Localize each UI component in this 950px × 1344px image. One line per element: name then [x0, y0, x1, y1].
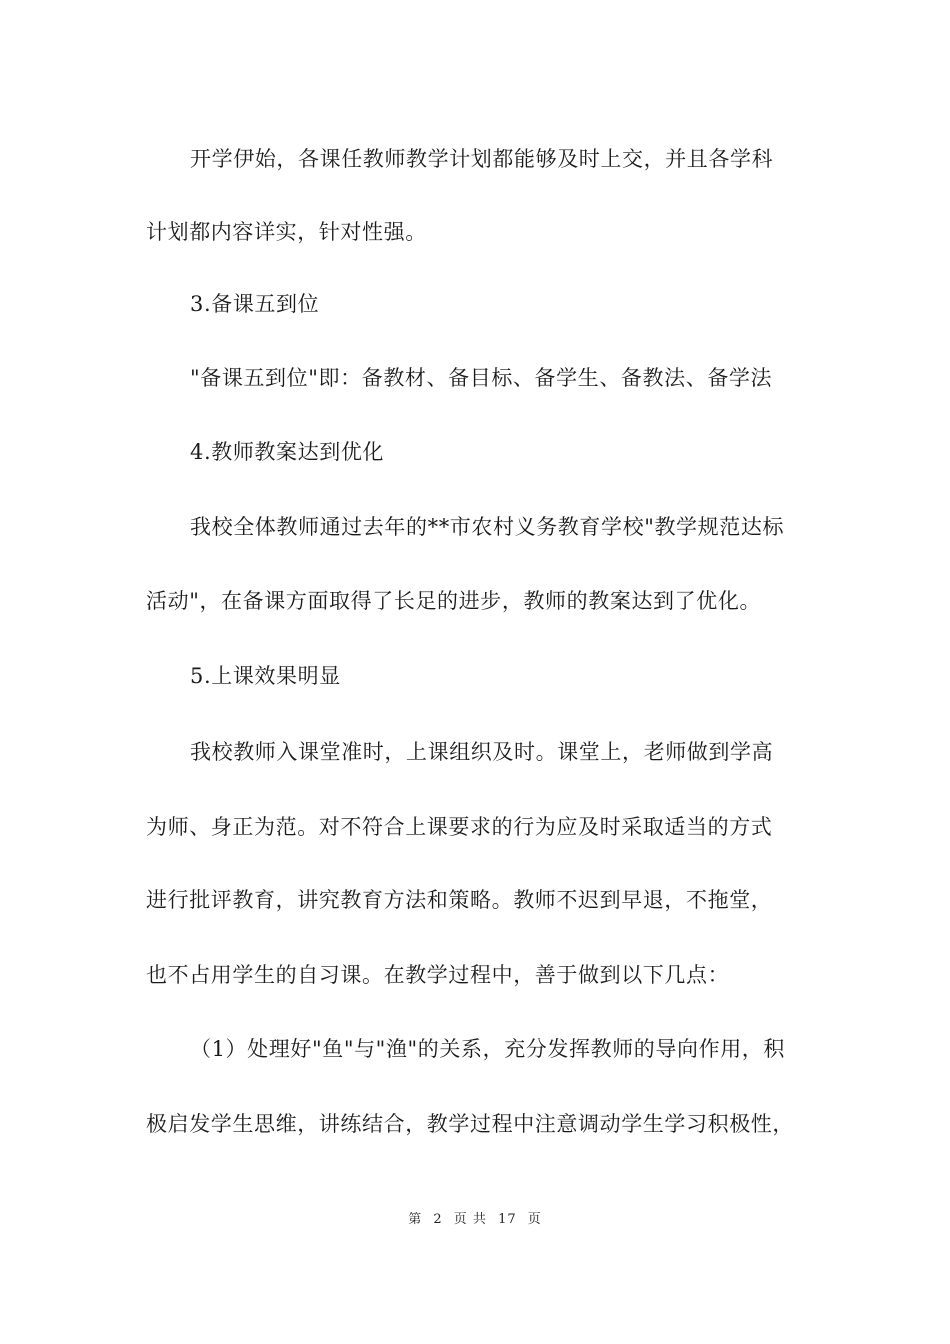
paragraph-line: 我校全体教师通过去年的**市农村义务教育学校"教学规范达标 — [190, 515, 785, 539]
footer-middle: 页 共 — [453, 1212, 487, 1227]
paragraph-line: 进行批评教育，讲究教育方法和策略。教师不迟到早退，不拖堂， — [146, 888, 773, 912]
paragraph-line: 也不占用学生的自习课。在教学过程中，善于做到以下几点： — [146, 963, 730, 987]
footer-total-pages: 17 — [498, 1212, 517, 1227]
paragraph-line: 极启发学生思维，讲练结合，教学过程中注意调动学生学习积极性， — [146, 1112, 794, 1136]
list-item-line: （1）处理好"鱼"与"渔"的关系，充分发挥教师的导向作用，积 — [190, 1037, 785, 1061]
paragraph-line: "备课五到位"即：备教材、备目标、备学生、备教法、备学法 — [190, 366, 773, 390]
page-footer — [0, 1208, 950, 1227]
paragraph-line: 为师、身正为范。对不符合上课要求的行为应及时采取适当的方式 — [146, 815, 773, 839]
paragraph-line: 活动"，在备课方面取得了长足的进步，教师的教案达到了优化。 — [146, 589, 762, 613]
section-heading: 4.教师教案达到优化 — [190, 440, 385, 464]
footer-suffix: 页 — [527, 1212, 542, 1227]
section-heading: 3.备课五到位 — [190, 292, 320, 316]
paragraph-line: 我校教师入课堂准时，上课组织及时。课堂上，老师做到学高 — [190, 740, 774, 764]
paragraph-line: 开学伊始，各课任教师教学计划都能够及时上交，并且各学科 — [190, 147, 774, 171]
footer-current-page: 2 — [433, 1212, 443, 1227]
footer-prefix: 第 — [408, 1212, 423, 1227]
paragraph-line: 计划都内容详实，针对性强。 — [146, 220, 427, 244]
section-heading: 5.上课效果明显 — [190, 664, 341, 688]
